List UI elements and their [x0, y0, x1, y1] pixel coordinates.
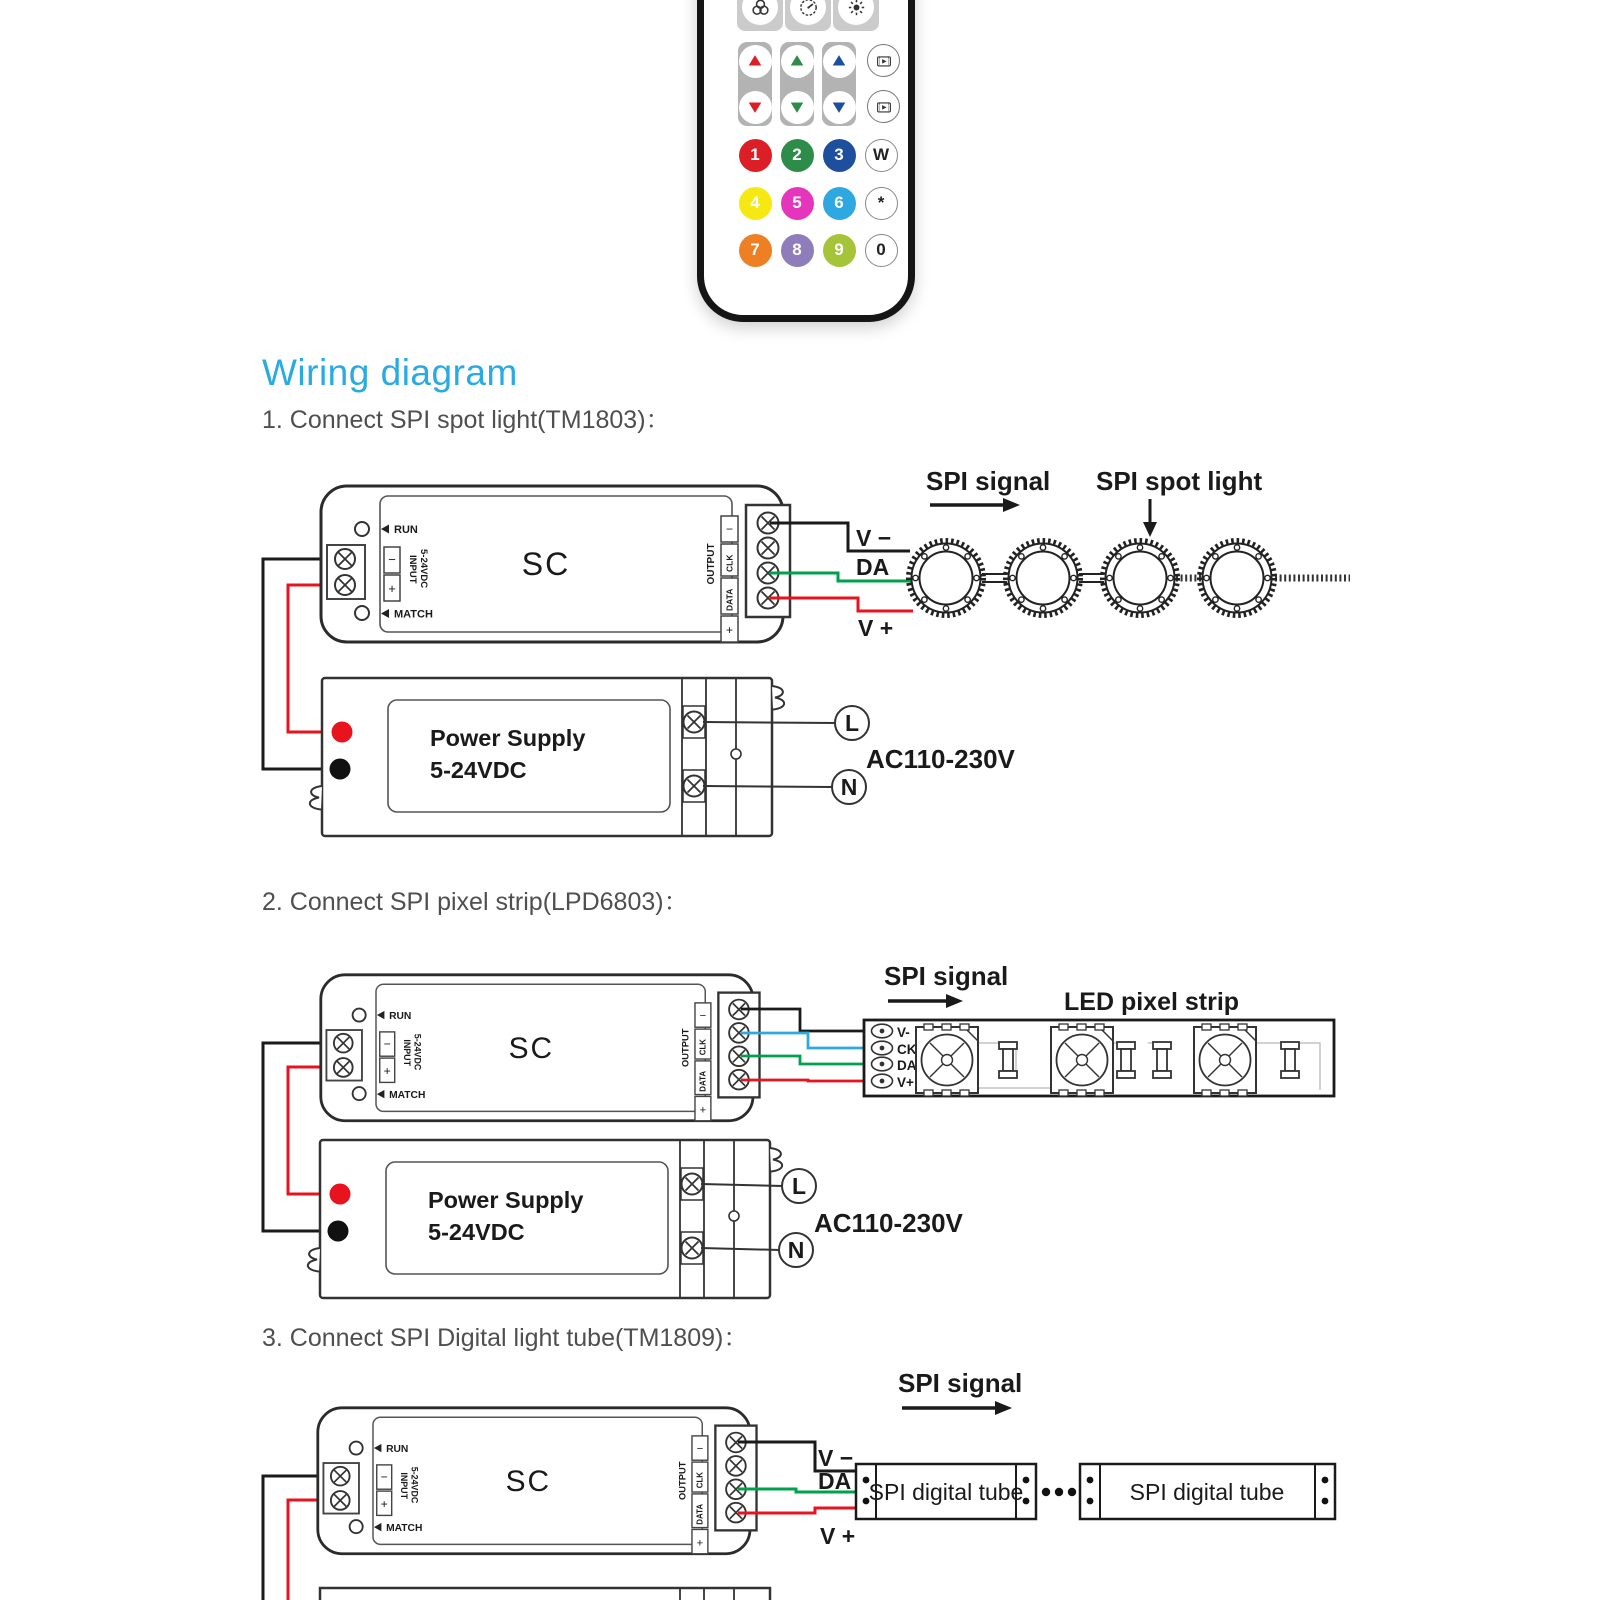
pointer-arrowhead: [1143, 522, 1157, 537]
section2-heading: 2. Connect SPI pixel strip(LPD6803)：: [262, 888, 689, 916]
live-wire: [703, 722, 836, 723]
neutral-wire: [703, 786, 833, 787]
key-3[interactable]: 3: [823, 139, 856, 172]
key-8[interactable]: 8: [781, 234, 814, 267]
key-2[interactable]: 2: [781, 139, 814, 172]
chain-dots: [1042, 1488, 1076, 1496]
live-label: L: [844, 710, 860, 736]
pad-da-label: DA: [897, 1058, 917, 1073]
speed-button-bg: [785, 0, 831, 31]
key-7[interactable]: 7: [739, 234, 772, 267]
mode-play-button-1[interactable]: [867, 44, 900, 77]
spi-signal-label: SPI signal: [898, 1368, 1023, 1398]
key-w[interactable]: W: [865, 139, 898, 172]
speed-gauge-icon: [797, 0, 820, 19]
pad-vplus-label: V+: [897, 1075, 914, 1090]
neutral-label: N: [840, 774, 858, 800]
remote-control: [697, 0, 915, 322]
digital-tube: [1080, 1464, 1335, 1519]
led-chips: [916, 1024, 1256, 1096]
blue-down-button[interactable]: [823, 91, 856, 124]
brightness-button[interactable]: [838, 0, 874, 25]
key-4[interactable]: 4: [739, 187, 772, 220]
pad-vminus-label: V-: [897, 1025, 910, 1040]
spi-signal-arrowhead: [946, 994, 963, 1008]
wiring-diagram-digital-tube: [250, 1358, 1360, 1600]
digital-tube: [856, 1464, 1036, 1519]
section1-heading: 1. Connect SPI spot light(TM1803)：: [262, 406, 671, 434]
green-down-arrow-icon: [788, 98, 806, 116]
vplus-label: V +: [858, 615, 894, 641]
color-wheel-icon: [749, 0, 772, 19]
digital-tube-label: SPI digital tube: [1129, 1479, 1285, 1505]
key-1[interactable]: 1: [739, 139, 772, 172]
film-play-icon: [874, 98, 894, 116]
spi-signal-arrowhead: [1003, 498, 1020, 512]
section3-heading: 3. Connect SPI Digital light tube(TM1809)：: [262, 1324, 749, 1352]
wire-vplus: [741, 1080, 868, 1081]
da-label: DA: [818, 1468, 852, 1494]
power-supply-partial: [320, 1588, 770, 1600]
vminus-label: V −: [856, 525, 892, 551]
key-0[interactable]: 0: [865, 234, 898, 267]
brightness-sun-icon: [845, 0, 868, 19]
ac-voltage-label: AC110-230V: [866, 744, 1015, 774]
film-play-icon: [874, 52, 894, 70]
neutral-label: N: [787, 1237, 805, 1263]
wire-vplus: [770, 598, 913, 611]
key-5[interactable]: 5: [781, 187, 814, 220]
red-up-arrow-icon: [746, 52, 764, 70]
red-down-arrow-icon: [746, 98, 764, 116]
key-9[interactable]: 9: [823, 234, 856, 267]
brightness-button-bg: [833, 0, 879, 31]
spi-signal-label: SPI signal: [926, 466, 1051, 496]
blue-down-arrow-icon: [830, 98, 848, 116]
vplus-label: V +: [820, 1523, 856, 1549]
mode-play-button-2[interactable]: [867, 90, 900, 123]
green-up-arrow-icon: [788, 52, 806, 70]
wiring-diagram-pixel-strip: [250, 928, 1360, 1310]
vminus-label: V −: [818, 1445, 854, 1471]
wiring-diagram-spot-light: [250, 438, 1360, 850]
blue-up-button[interactable]: [823, 45, 856, 78]
live-label: L: [791, 1173, 807, 1199]
green-up-button[interactable]: [781, 45, 814, 78]
page-title: Wiring diagram: [262, 352, 518, 393]
pad-ck-label: CK: [897, 1042, 917, 1057]
blue-up-arrow-icon: [830, 52, 848, 70]
spi-signal-label: SPI signal: [884, 961, 1009, 991]
red-up-button[interactable]: [739, 45, 772, 78]
color-wheel-button[interactable]: [742, 0, 778, 25]
da-label: DA: [856, 554, 890, 580]
spot-light-label: SPI spot light: [1096, 466, 1263, 496]
green-down-button[interactable]: [781, 91, 814, 124]
speed-button[interactable]: [790, 0, 826, 25]
wire-data: [770, 573, 912, 581]
digital-tube-label: SPI digital tube: [868, 1479, 1024, 1505]
pixel-strip-label: LED pixel strip: [1064, 988, 1240, 1016]
color-mode-button-bg: [737, 0, 783, 31]
key-asterisk[interactable]: *: [865, 187, 898, 220]
red-down-button[interactable]: [739, 91, 772, 124]
ac-voltage-label: AC110-230V: [814, 1208, 963, 1238]
spi-signal-arrowhead: [995, 1401, 1012, 1415]
key-6[interactable]: 6: [823, 187, 856, 220]
